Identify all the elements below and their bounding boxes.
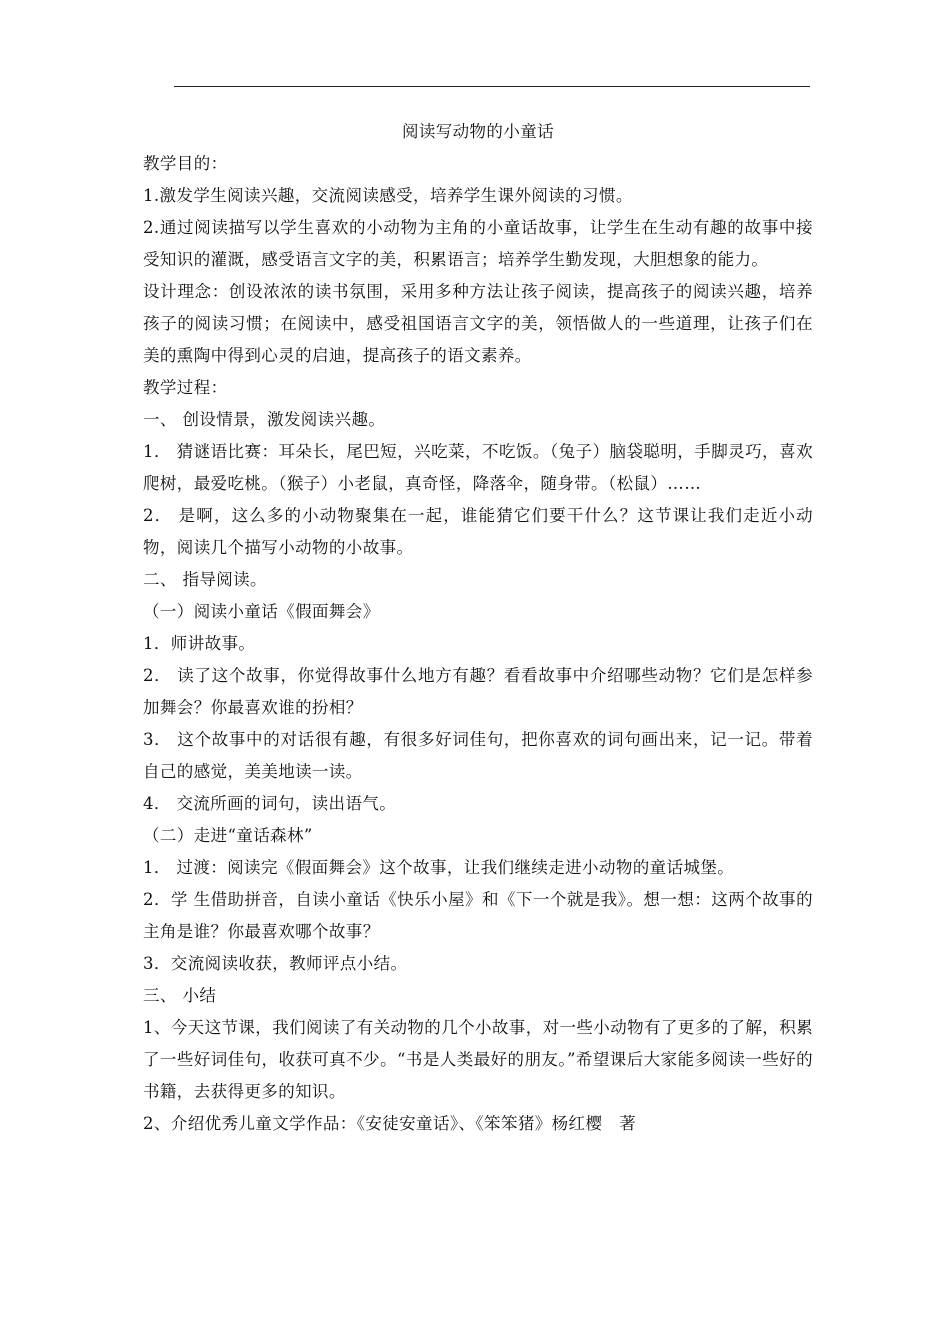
paragraph-process-heading: 教学过程：	[143, 378, 228, 397]
document-title: 阅读写动物的小童话	[401, 122, 555, 141]
document-body	[143, 116, 813, 1140]
paragraph-section-1: 一、 创设情景，激发阅读兴趣。	[143, 410, 386, 429]
paragraph-intro-question: 2． 是啊，这么多的小动物聚集在一起，谁能猜它们要干什么？这节课让我们走近小动物，阅读几个描写小动物的小故事。	[143, 506, 813, 557]
paragraph-section-2: 二、 指导阅读。	[143, 570, 267, 589]
paragraph-goal-1: 1.激发学生阅读兴趣，交流阅读感受，培养学生课外阅读的习惯。	[143, 186, 633, 205]
paragraph-design-concept: 设计理念：创设浓浓的读书氛围，采用多种方法让孩子阅读，提高孩子的阅读兴趣，培养孩子的阅读习惯；在阅读中，感受祖国语言文字的美，领悟做人的一些道理，让孩子们在美的熏陶中得到心灵的启迪，提高孩子的语文素养。	[143, 282, 813, 365]
paragraph-summary-1: 1、今天这节课，我们阅读了有关动物的几个小故事，对一些小动物有了更多的了解，积累了一些好词佳句，收获可真不少。“书是人类最好的朋友。”希望课后大家能多阅读一些好的书籍，去获得更多的知识。	[143, 1018, 813, 1101]
paragraph-exchange: 3．交流阅读收获，教师评点小结。	[143, 954, 408, 973]
paragraph-goal-2: 2.通过阅读描写以学生喜欢的小动物为主角的小童话故事，让学生在生动有趣的故事中接受知识的灌溉，感受语言文字的美，积累语言；培养学生勤发现，大胆想象的能力。	[143, 218, 813, 269]
paragraph-step-3: 3． 这个故事中的对话很有趣，有很多好词佳句，把你喜欢的词句画出来，记一记。带着自己的感觉，美美地读一读。	[143, 730, 813, 781]
paragraph-riddles: 1． 猜谜语比赛：耳朵长，尾巴短，兴吃菜，不吃饭。（兔子）脑袋聪明，手脚灵巧，喜欢爬树，最爱吃桃。（猴子）小老鼠，真奇怪，降落伞，随身带。（松鼠）……	[143, 442, 813, 493]
paragraph-step-4: 4． 交流所画的词句，读出语气。	[143, 794, 397, 813]
paragraph-step-2: 2． 读了这个故事，你觉得故事什么地方有趣？看看故事中介绍哪些动物？它们是怎样参加舞会？你最喜欢谁的扮相？	[143, 666, 813, 717]
paragraph-goals-heading: 教学目的：	[143, 154, 228, 173]
paragraph-summary-2: 2、介绍优秀儿童文学作品：《安徒安童话》、《笨笨猪》杨红樱 著	[143, 1114, 637, 1133]
paragraph-section-3: 三、 小结	[143, 986, 217, 1005]
paragraph-step-1: 1．师讲故事。	[143, 634, 256, 653]
paragraph-subsection-2: （二）走进“童话森林”	[143, 826, 313, 845]
paragraph-subsection-1: （一）阅读小童话《假面舞会》	[143, 602, 380, 621]
paragraph-transition: 1． 过渡：阅读完《假面舞会》这个故事，让我们继续走进小动物的童话城堡。	[143, 858, 735, 877]
paragraph-self-reading: 2．学 生借助拼音，自读小童话《快乐小屋》和《下一个就是我》。想一想：这两个故事的主角是谁？你最喜欢哪个故事？	[143, 890, 813, 941]
header-rule	[174, 86, 810, 87]
